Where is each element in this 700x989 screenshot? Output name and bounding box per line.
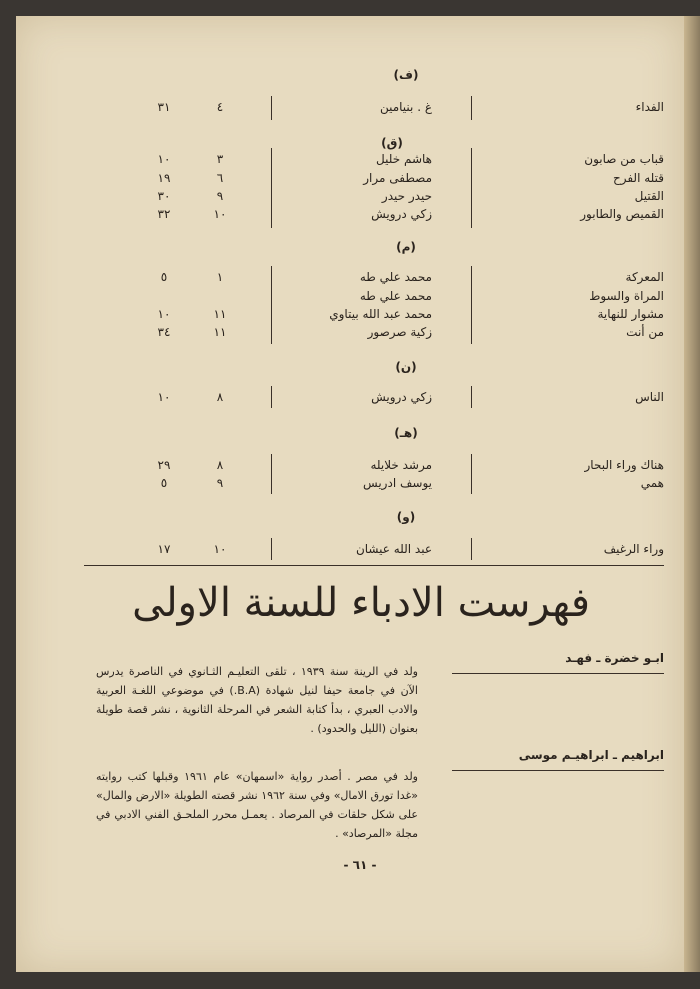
story-issue: ١١ [213,307,227,321]
writer-name-underline [452,770,664,771]
story-author: عبد الله عيشان [355,542,432,556]
story-page: ٥ [160,476,168,490]
column-divider [471,454,472,494]
column-divider [471,96,472,120]
column-divider [271,266,272,344]
table-end-rule [84,565,664,566]
story-title: القتيل [634,189,664,203]
story-author: زكية صرصور [367,325,432,339]
column-divider [271,96,272,120]
story-title: وراء الرغيف [603,542,664,556]
column-divider [271,386,272,408]
index-title: فهرست الادباء للسنة الاولى [132,580,590,626]
story-page: ١٠ [157,390,171,404]
section-letter: (ن) [395,360,417,374]
story-author: غ . بنيامين [379,100,432,114]
story-issue: ١ [216,270,224,284]
story-title: القميص والطابور [580,207,664,221]
section-letter: (م) [396,240,416,254]
page-number: - ٦١ - [343,858,377,872]
story-issue: ٩ [216,189,224,203]
story-page: ١٠ [157,307,171,321]
story-title: همي [640,476,664,490]
writer-name-underline [452,673,664,674]
story-title: قباب من صابون [584,152,664,166]
story-page: ١٩ [157,171,171,185]
story-page: ١٠ [157,152,171,166]
story-page: ٢٩ [157,458,171,472]
story-page: ٣٤ [157,325,171,339]
section-letter: (هـ) [394,426,418,440]
story-author: محمد علي طه [359,270,432,284]
story-author: حيدر حيدر [381,189,432,203]
writer-name: ابـو خضرة ـ فهـد [565,651,664,665]
story-issue: ٨ [216,390,224,404]
column-divider [271,148,272,228]
story-author: زكي درويش [371,207,432,221]
story-issue: ٤ [216,100,224,114]
writer-name: ابراهيم ـ ابراهيـم موسى [518,748,664,762]
section-letter: (ق) [381,136,403,150]
column-divider [471,148,472,228]
story-author: محمد علي طه [359,289,432,303]
column-divider [271,454,272,494]
story-title: قتله الفرح [612,171,664,185]
column-divider [471,538,472,560]
story-author: يوسف ادريس [363,476,432,490]
story-issue: ٨ [216,458,224,472]
story-title: المراة والسوط [589,289,664,303]
story-title: هناك وراء البحار [584,458,664,472]
column-divider [471,266,472,344]
section-letter: (ف) [393,68,419,82]
story-page: ٣١ [157,100,171,114]
story-title: الناس [635,390,664,404]
story-author: مرشد خلايله [370,458,432,472]
story-page: ٥ [160,270,168,284]
story-issue: ١٠ [213,207,227,221]
story-author: هاشم خليل [376,152,432,166]
story-page: ٣٠ [157,189,171,203]
story-title: مشوار للنهاية [597,307,664,321]
writer-bio: ولد في الرينة سنة ١٩٣٩ ، تلقى التعليـم الثـانوي في الناصرة يدرس الآن في جامعة حيفا لنيل شهادة (B.A.) في موضوعي اللغـة العربية والادب العبري ، بدأ كتابة الشعر في المرحلة الثانوية ، نشر قصة طويلة بعنوان (الليل والحدود) . [96,665,418,735]
story-page: ١٧ [157,542,171,556]
story-title: المعركة [625,270,664,284]
story-issue: ٣ [216,152,224,166]
story-author: مصطفى مرار [363,171,432,185]
story-page: ٣٢ [157,207,171,221]
story-issue: ١٠ [213,542,227,556]
story-issue: ١١ [213,325,227,339]
column-divider [471,386,472,408]
page-edge [684,16,700,972]
column-divider [271,538,272,560]
story-author: زكي درويش [371,390,432,404]
story-title: الفداء [635,100,664,114]
writer-bio: ولد في مصر . أصدر رواية «اسمهان» عام ١٩٦١ وقبلها كتب روايته «غدا تورق الامال» وفي سنة ١٩٦٢ نشر قصته الطويلة «الارض والمال» على شكل حلقات في المرصاد . يعمـل محرر الملحـق الفني الادبي في مجلة «المرصاد» . [96,770,419,840]
section-letter: (و) [396,510,416,524]
story-issue: ٦ [216,171,224,185]
story-title: من أنت [626,325,664,339]
story-issue: ٩ [216,476,224,490]
story-author: محمد عبد الله بيتاوي [329,307,432,321]
